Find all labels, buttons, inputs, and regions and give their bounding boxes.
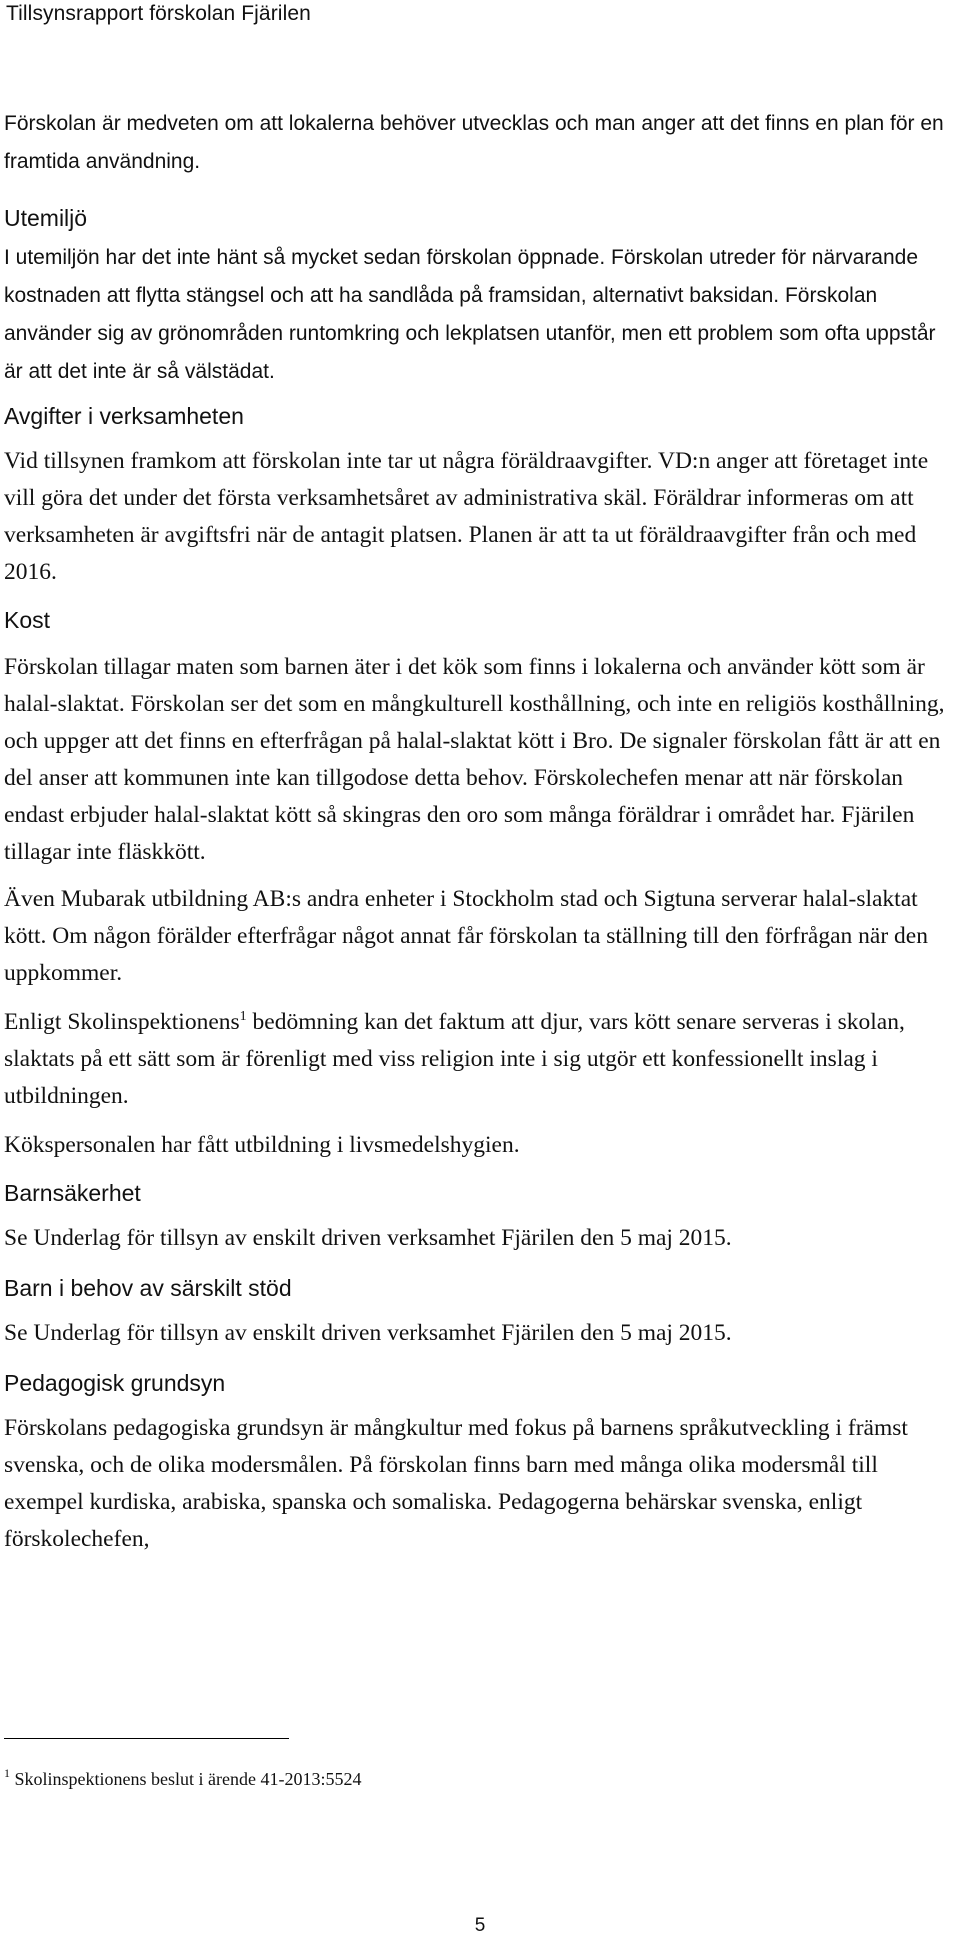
page-header bbox=[0, 0, 960, 30]
heading-sarskilt-stod: Barn i behov av särskilt stöd bbox=[4, 1275, 292, 1301]
avgifter-paragraph: Vid tillsynen framkom att förskolan inte tar ut några föräldraavgifter. VD:n anger att företaget inte vill göra det under det första verksamhetsåret av administrativa skäl. Föräldrar informeras om att verksamheten är avgiftsfri när de antagit platsen. Planen är att ta ut föräldraavgifter från och med 2016. bbox=[4, 448, 929, 585]
footnote-reference[interactable]: 1 bbox=[239, 1009, 247, 1024]
kost-paragraph-1: Förskolan tillagar maten som barnen äter i det kök som finns i lokalerna och använder kött som är halal-slaktat. Förskolan ser det som en mångkulturell kosthållning, och inte en religiös kosthållning, och uppger att det finns en efterfrågan på halal-slaktat kött i Bro. De signaler förskolan fått är att en del anser att kommunen inte kan tillgodose detta behov. Förskolechefen menar att när förskolan endast erbjuder halal-slaktat kött så skingras den oro som många föräldrar i området har. Fjärilen tillagar inte fläskkött. bbox=[4, 654, 945, 865]
kost-paragraph-3 bbox=[4, 1004, 956, 1115]
footnote-text: Skolinspektionens beslut i ärende 41-2013:5524 bbox=[10, 1769, 362, 1789]
kost-paragraph-2: Även Mubarak utbildning AB:s andra enheter i Stockholm stad och Sigtuna serverar halal-slaktat kött. Om någon förälder efterfrågar något annat får förskolan ta ställning till den förfrågan när den uppkommer. bbox=[4, 886, 928, 986]
heading-avgifter: Avgifter i verksamheten bbox=[4, 403, 244, 429]
kost-paragraph-4: Kökspersonalen har fått utbildning i livsmedelshygien. bbox=[4, 1132, 520, 1158]
heading-pedagogisk-grundsyn: Pedagogisk grundsyn bbox=[4, 1370, 226, 1396]
pedagogisk-paragraph: Förskolans pedagogiska grundsyn är mångkultur med fokus på barnens språkutveckling i främst svenska, och de olika modersmålen. På förskolan finns barn med många olika modersmål till exempel kurdiska, arabiska, spanska och somaliska. Pedagogerna behärskar svenska, enligt förskolechefen, bbox=[4, 1415, 908, 1552]
kost-paragraph-3-end: bedömning kan det faktum att djur, vars kött senare serveras i skolan, slaktats på ett sätt som är förenligt med viss religion inte i sig utgör ett konfessionellt inslag i utbildningen. bbox=[4, 1009, 905, 1109]
footnote bbox=[4, 1766, 361, 1792]
document-body bbox=[4, 105, 956, 1558]
utemiljo-paragraph: I utemiljön har det inte hänt så mycket sedan förskolan öppnade. Förskolan utreder för närvarande kostnaden att flytta stängsel och att ha sandlåda på framsidan, alternativt baksidan. Förskolan använder sig av grönområden runtomkring och lekplatsen utanför, men ett problem som ofta uppstår är att det inte är så välstädat. bbox=[4, 246, 936, 383]
footnote-separator bbox=[4, 1738, 289, 1739]
heading-kost: Kost bbox=[4, 607, 51, 633]
barnsakerhet-paragraph: Se Underlag för tillsyn av enskilt driven verksamhet Fjärilen den 5 maj 2015. bbox=[4, 1225, 732, 1251]
heading-utemiljo: Utemiljö bbox=[4, 205, 88, 231]
kost-paragraph-3-start: Enligt Skolinspektionens bbox=[4, 1009, 240, 1035]
document-header-title: Tillsynsrapport förskolan Fjärilen bbox=[6, 2, 311, 25]
intro-paragraph: Förskolan är medveten om att lokalerna behöver utvecklas och man anger att det finns en plan för en framtida användning. bbox=[4, 112, 944, 173]
footnote-number: 1 bbox=[4, 1766, 10, 1780]
heading-barnsakerhet: Barnsäkerhet bbox=[4, 1180, 141, 1206]
sarskilt-stod-paragraph: Se Underlag för tillsyn av enskilt driven verksamhet Fjärilen den 5 maj 2015. bbox=[4, 1320, 732, 1346]
page-number: 5 bbox=[474, 1915, 486, 1936]
